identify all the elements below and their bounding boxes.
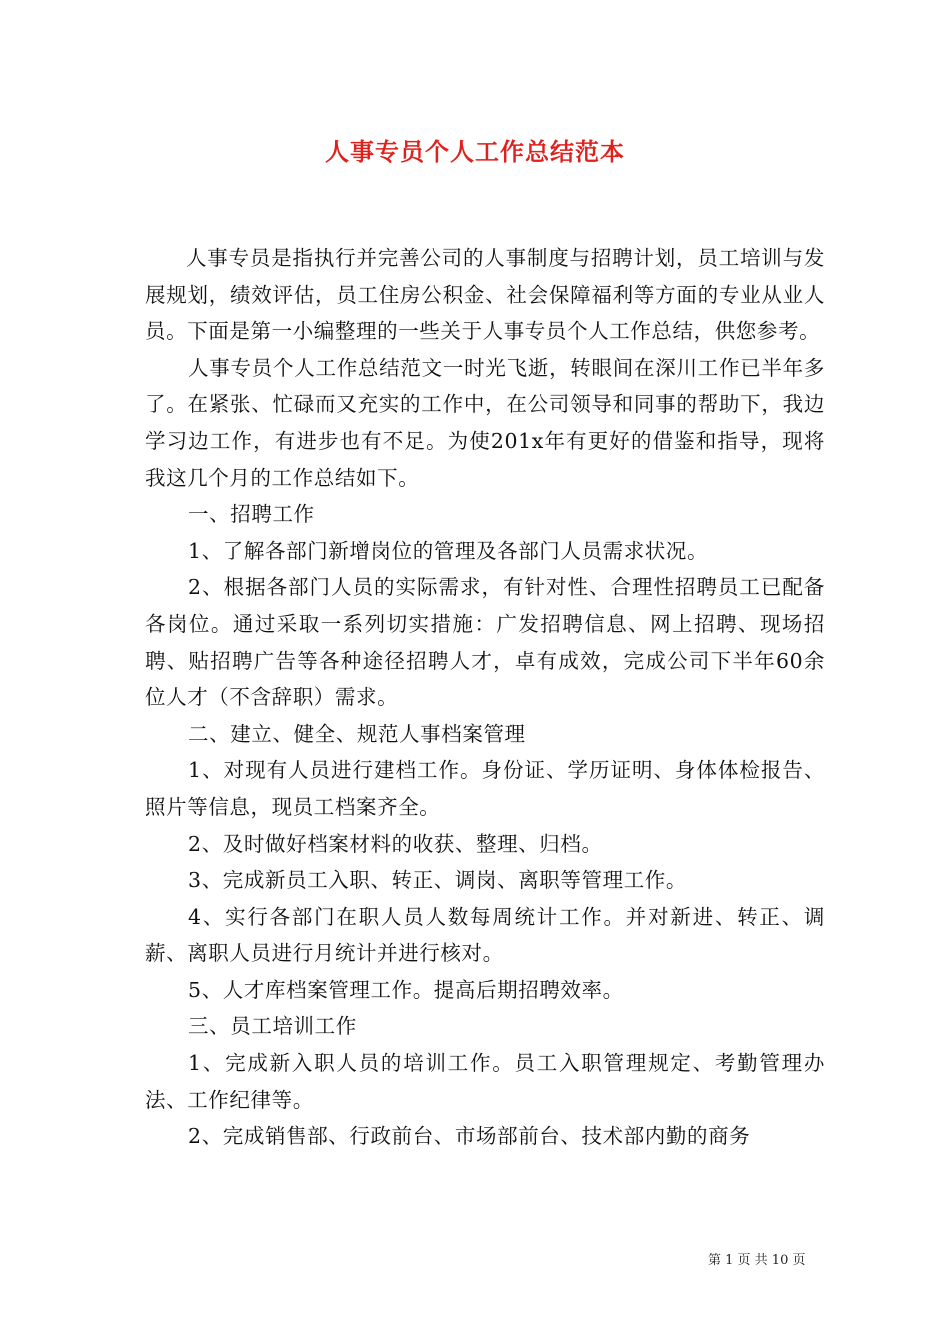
list-item: 2、根据各部门人员的实际需求，有针对性、合理性招聘员工已配备各岗位。通过采取一系列切实措施：广发招聘信息、网上招聘、现场招聘、贴招聘广告等各种途径招聘人才，卓有成效，完成公司下半年60余位人才（不含辞职）需求。 [145, 575, 825, 710]
paragraph-summary-intro: 人事专员个人工作总结范文一时光飞逝，转眼间在深川工作已半年多了。在紧张、忙碌而又充实的工作中，在公司领导和同事的帮助下，我边学习边工作，有进步也有不足。为使201x年有更好的借鉴和指导，现将我这几个月的工作总结如下。 [145, 355, 825, 490]
list-item: 5、人才库档案管理工作。提高后期招聘效率。 [188, 977, 624, 1002]
list-item: 3、完成新员工入职、转正、调岗、离职等管理工作。 [188, 868, 687, 893]
list-item: 2、完成销售部、行政前台、市场部前台、技术部内勤的商务 [188, 1124, 751, 1149]
list-item: 1、了解各部门新增岗位的管理及各部门人员需求状况。 [188, 538, 709, 563]
list-item: 4、实行各部门在职人员人数每周统计工作。并对新进、转正、调薪、离职人员进行月统计并进行核对。 [145, 904, 825, 966]
section-heading-archives: 二、建立、健全、规范人事档案管理 [188, 721, 526, 746]
page-number: 第 1 页 共 10 页 [708, 1253, 806, 1268]
list-item: 1、对现有人员进行建档工作。身份证、学历证明、身体体检报告、照片等信息，现员工档案齐全。 [145, 758, 825, 819]
document-title: 人事专员个人工作总结范本 [325, 137, 625, 166]
document-body [145, 240, 825, 1155]
paragraph-intro: 人事专员是指执行并完善公司的人事制度与招聘计划，员工培训与发展规划，绩效评估，员工住房公积金、社会保障福利等方面的专业从业人员。下面是第一小编整理的一些关于人事专员个人工作总结，供您参考。 [145, 246, 825, 344]
list-item: 2、及时做好档案材料的收获、整理、归档。 [188, 831, 603, 856]
list-item: 1、完成新入职人员的培训工作。员工入职管理规定、考勤管理办法、工作纪律等。 [145, 1051, 825, 1112]
section-heading-training: 三、员工培训工作 [188, 1014, 357, 1039]
section-heading-recruitment: 一、招聘工作 [188, 502, 315, 527]
